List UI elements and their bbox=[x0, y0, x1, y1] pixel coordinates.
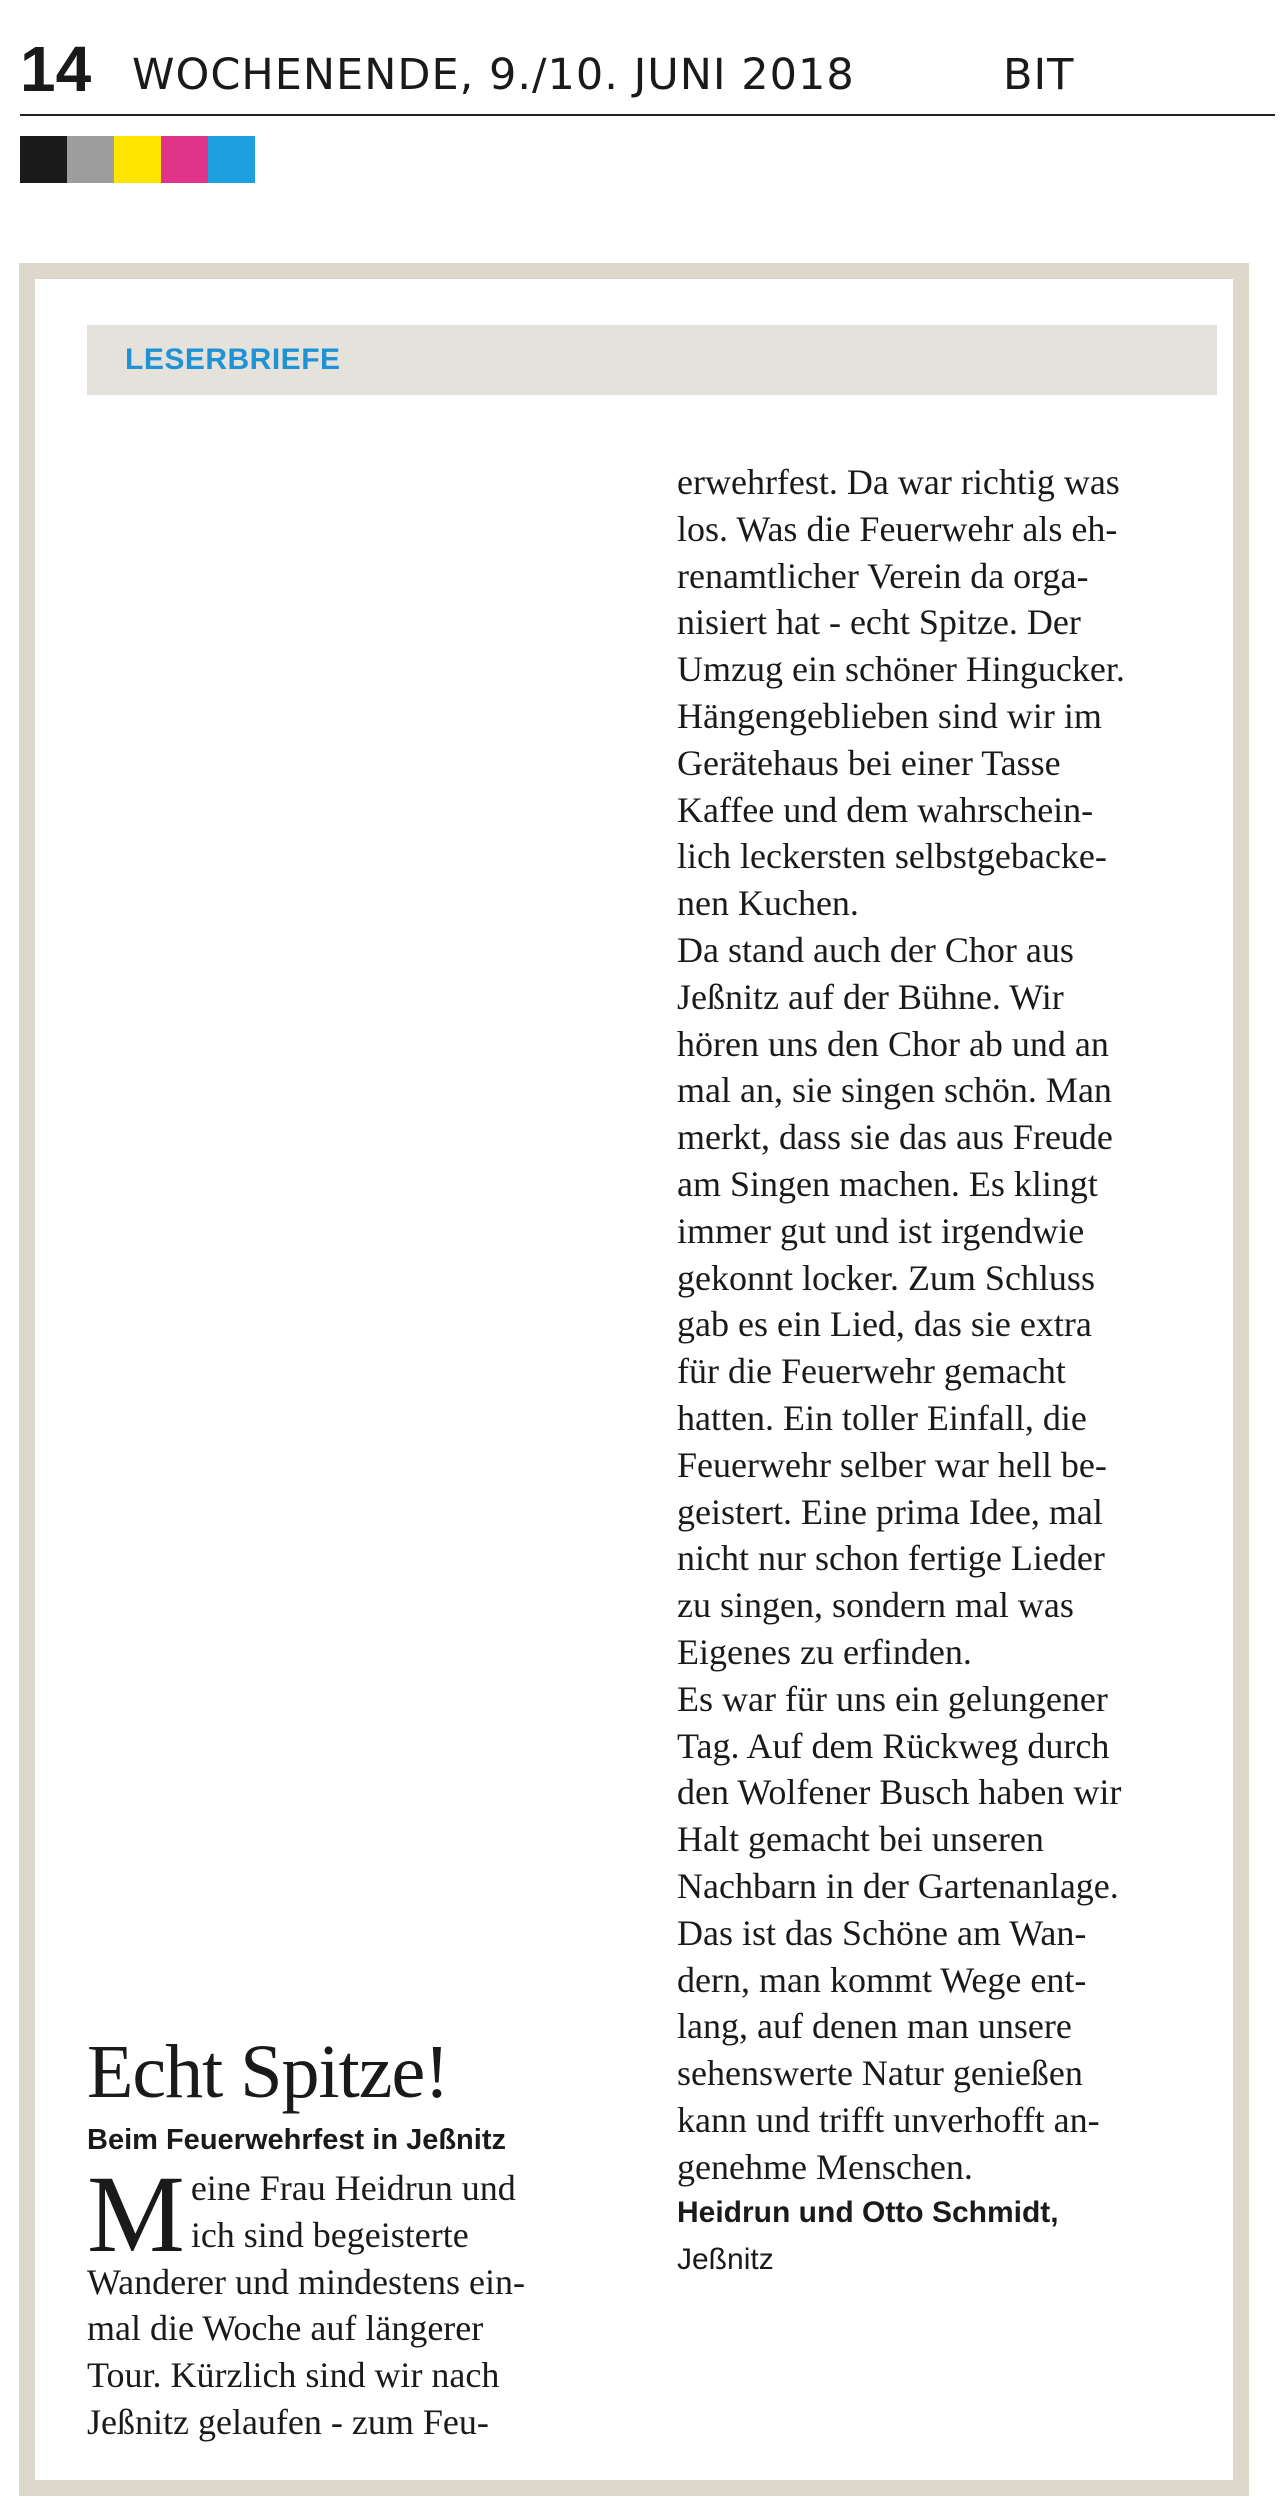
rubric-label: LESERBRIEFE bbox=[125, 343, 341, 376]
color-swatch-yellow bbox=[114, 136, 161, 183]
color-swatch-black bbox=[20, 136, 67, 183]
article-intro bbox=[87, 2153, 657, 2446]
author-place: Jeßnitz bbox=[677, 2243, 774, 2277]
color-swatch-magenta bbox=[161, 136, 208, 183]
article-column-left bbox=[87, 2029, 657, 2446]
color-swatch-gray bbox=[67, 136, 114, 183]
letters-box bbox=[19, 263, 1249, 2496]
body-paragraph: Da stand auch der Chor aus Jeßnitz auf der Bühne. Wir hören uns den Chor ab und an mal an, sie singen schön. Man merkt, dass sie das aus Freude am Singen machen. Es klingt immer gut und ist irgendwie gekonnt locker. Zum Schluss gab es ein Lied, das sie extra für die Feuerwehr gemacht hatten. Ein toller Einfall, die Feuerwehr selber war hell be- geistert. Eine prima Idee, mal nicht nur schon fertige Lieder zu singen, sondern mal was Eigenes zu erfinden. bbox=[677, 929, 1113, 1672]
body-paragraph: erwehrfest. Da war richtig was los. Was die Feuerwehr als eh- renamtlicher Verein da orga- nisiert hat - echt Spitze. Der Umzug ein schöner Hingucker. Hängengeblieben sind wir im Gerätehaus bei einer Tasse Kaffee und dem wahrschein- lich leckersten selbstgebacke- nen Kuchen. bbox=[677, 462, 1125, 924]
section-code: BIT bbox=[1003, 50, 1075, 100]
article-headline: Echt Spitze! bbox=[87, 2030, 449, 2114]
drop-cap: M bbox=[87, 2153, 185, 2275]
author-signature: Heidrun und Otto Schmidt, bbox=[677, 2196, 1059, 2230]
article-subheadline: Beim Feuerwehrfest in Jeßnitz bbox=[87, 2124, 506, 2156]
intro-text: eine Frau Heidrun und ich sind begeisterte Wanderer und mindestens ein- mal die Woche auf längerer Tour. Kürzlich sind wir nach Jeßnitz gelaufen - zum Feu- bbox=[87, 2168, 525, 2442]
body-paragraph: Es war für uns ein gelungener Tag. Auf dem Rückweg durch den Wolfener Busch haben wir Halt gemacht bei unseren Nachbarn in der Gartenanlage. Das ist das Schöne am Wan- dern, man kommt Wege ent- lang, auf denen man unsere sehenswerte Natur genießen kann und trifft unverhofft an- genehme Menschen. bbox=[677, 1678, 1122, 2187]
edition-date: WOCHENENDE, 9./10. JUNI 2018 bbox=[132, 50, 855, 100]
print-color-bar bbox=[20, 136, 255, 183]
color-swatch-cyan bbox=[208, 136, 255, 183]
rubric-bar bbox=[87, 325, 1217, 395]
masthead bbox=[20, 30, 1275, 116]
page-number: 14 bbox=[20, 33, 92, 105]
article-column-right bbox=[677, 459, 1247, 2284]
